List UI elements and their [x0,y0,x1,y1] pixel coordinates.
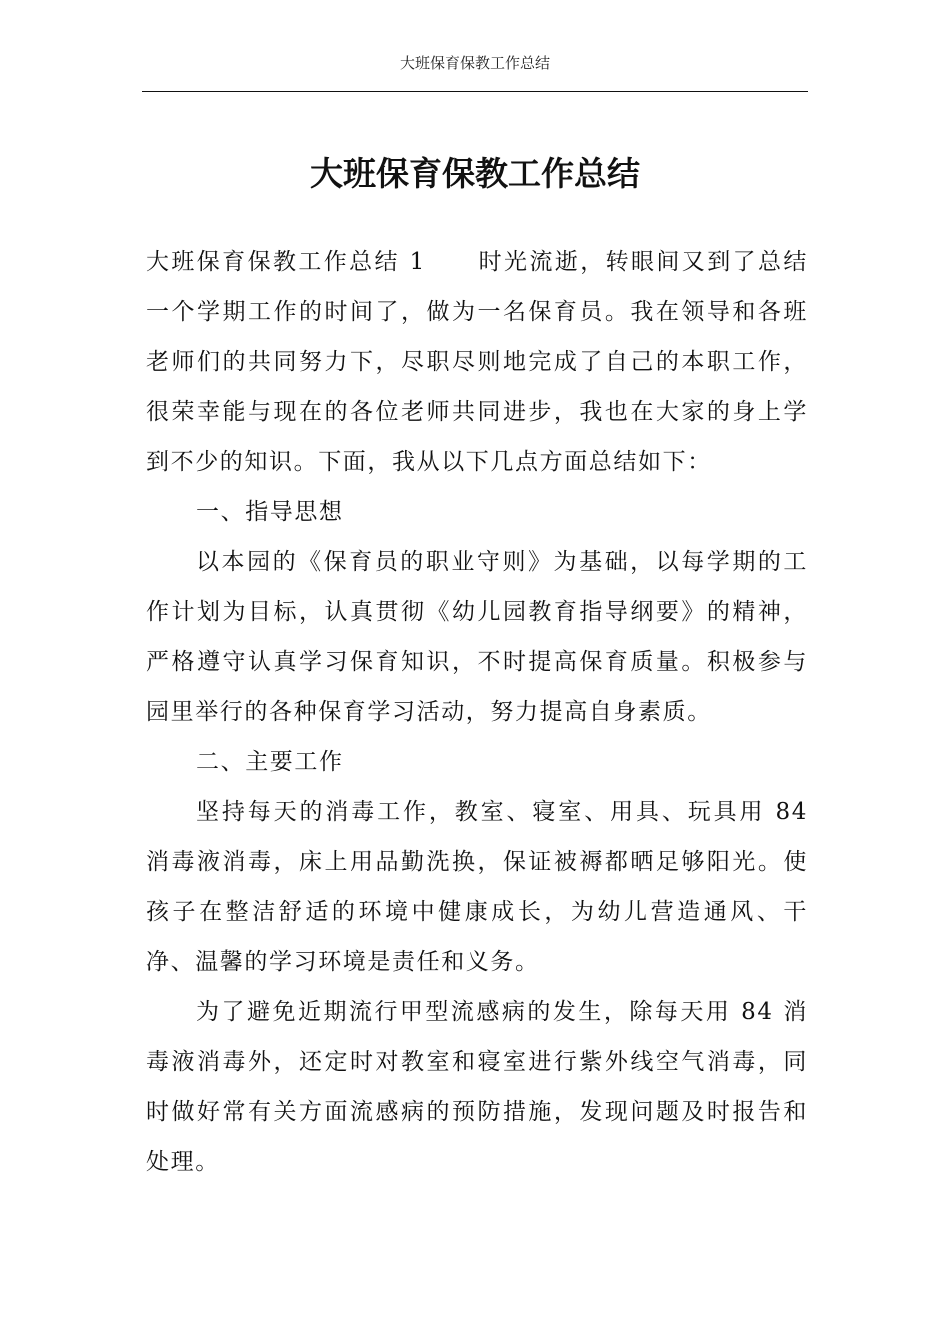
header-divider [142,91,808,92]
section-paragraph-disinfection: 坚持每天的消毒工作，教室、寝室、用具、玩具用 84 消毒液消毒，床上用品勤洗换，保证被褥都晒足够阳光。使孩子在整洁舒适的环境中健康成长，为幼儿营造通风、干净、温馨的学习环境是责任和义务。 [146,799,808,975]
intro-label: 大班保育保教工作总结 1 [146,249,426,275]
intro-text: 时光流逝，转眼间又到了总结一个学期工作的时间了，做为一名保育员。我在领导和各班老师们的共同努力下，尽职尽则地完成了自己的本职工作，很荣幸能与现在的各位老师共同进步，我也在大家的身上学到不少的知识。下面，我从以下几点方面总结如下： [146,249,808,475]
document-title: 大班保育保教工作总结 [310,154,640,193]
document-body [146,237,808,1187]
section-heading-guiding-thought: 一、指导思想 [196,499,344,525]
intro-paragraph [146,237,808,487]
section-paragraph-flu-prevention: 为了避免近期流行甲型流感病的发生，除每天用 84 消毒液消毒外，还定时对教室和寝室进行紫外线空气消毒，同时做好常有关方面流感病的预防措施，发现问题及时报告和处理。 [146,999,808,1175]
section-paragraph-guiding-thought: 以本园的《保育员的职业守则》为基础，以每学期的工作计划为目标，认真贯彻《幼儿园教育指导纲要》的精神，严格遵守认真学习保育知识，不时提高保育质量。积极参与园里举行的各种保育学习活动，努力提高自身素质。 [146,549,808,725]
section-heading-main-work: 二、主要工作 [196,749,344,775]
running-header: 大班保育保教工作总结 [399,54,550,72]
